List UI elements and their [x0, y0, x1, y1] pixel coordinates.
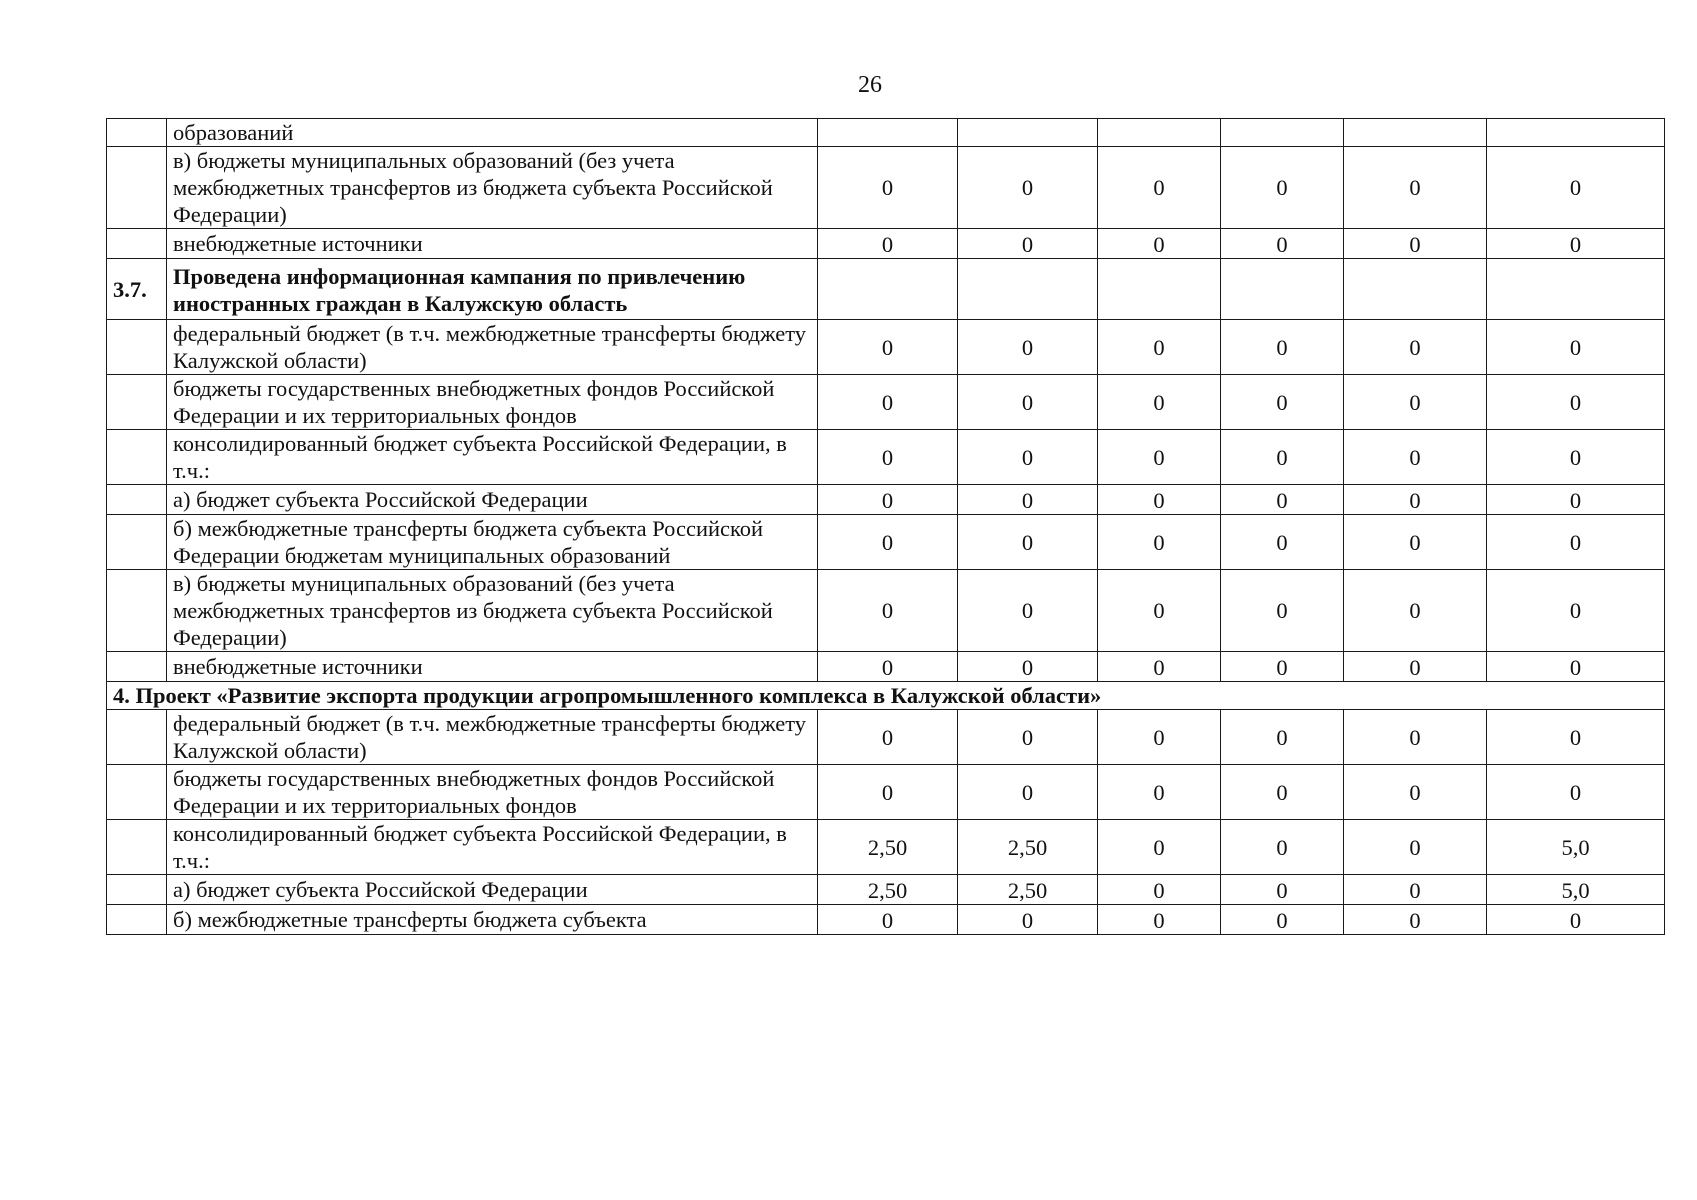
value-cell-3: 0 — [1098, 485, 1221, 515]
row-description: а) бюджет субъекта Российской Федерации — [167, 485, 818, 515]
value-cell-2: 0 — [958, 515, 1098, 570]
value-cell-2: 0 — [958, 320, 1098, 375]
value-cell-4: 0 — [1221, 875, 1344, 905]
table-body — [107, 119, 1665, 935]
value-cell-3: 0 — [1098, 820, 1221, 875]
table-row — [107, 905, 1665, 935]
value-cell-3: 0 — [1098, 147, 1221, 229]
row-number: 3.7. — [107, 259, 167, 320]
row-number — [107, 820, 167, 875]
row-number — [107, 905, 167, 935]
value-cell-6: 0 — [1487, 570, 1665, 652]
value-cell-5: 0 — [1344, 515, 1487, 570]
table-row — [107, 147, 1665, 229]
value-cell-3: 0 — [1098, 765, 1221, 820]
value-cell-1: 0 — [818, 375, 958, 430]
value-cell-2: 2,50 — [958, 875, 1098, 905]
value-cell-1: 0 — [818, 515, 958, 570]
row-description: консолидированный бюджет субъекта Российской Федерации, в т.ч.: — [167, 820, 818, 875]
value-cell-6: 0 — [1487, 485, 1665, 515]
row-description: б) межбюджетные трансферты бюджета субъекта — [167, 905, 818, 935]
row-description: Проведена информационная кампания по привлечению иностранных граждан в Калужскую область — [167, 259, 818, 320]
row-number — [107, 430, 167, 485]
value-cell-4 — [1221, 259, 1344, 320]
value-cell-2 — [958, 259, 1098, 320]
value-cell-3: 0 — [1098, 320, 1221, 375]
row-number — [107, 485, 167, 515]
value-cell-6 — [1487, 119, 1665, 147]
value-cell-4: 0 — [1221, 820, 1344, 875]
value-cell-1: 0 — [818, 229, 958, 259]
value-cell-2: 0 — [958, 570, 1098, 652]
value-cell-2: 0 — [958, 765, 1098, 820]
value-cell-2: 0 — [958, 652, 1098, 682]
table-row — [107, 820, 1665, 875]
value-cell-4: 0 — [1221, 147, 1344, 229]
value-cell-2: 2,50 — [958, 820, 1098, 875]
value-cell-3: 0 — [1098, 875, 1221, 905]
value-cell-2: 0 — [958, 375, 1098, 430]
table-row — [107, 375, 1665, 430]
value-cell-5: 0 — [1344, 375, 1487, 430]
value-cell-3: 0 — [1098, 375, 1221, 430]
value-cell-1: 0 — [818, 485, 958, 515]
table-row — [107, 765, 1665, 820]
value-cell-1: 2,50 — [818, 820, 958, 875]
value-cell-6: 0 — [1487, 147, 1665, 229]
value-cell-1: 0 — [818, 905, 958, 935]
value-cell-5: 0 — [1344, 570, 1487, 652]
row-description: в) бюджеты муниципальных образований (без учета межбюджетных трансфертов из бюджета субъекта Российской Федерации) — [167, 570, 818, 652]
value-cell-1: 0 — [818, 570, 958, 652]
value-cell-1: 0 — [818, 147, 958, 229]
value-cell-5: 0 — [1344, 875, 1487, 905]
value-cell-4: 0 — [1221, 430, 1344, 485]
value-cell-6: 0 — [1487, 229, 1665, 259]
value-cell-1: 2,50 — [818, 875, 958, 905]
value-cell-1: 0 — [818, 652, 958, 682]
value-cell-6: 0 — [1487, 652, 1665, 682]
value-cell-3: 0 — [1098, 905, 1221, 935]
value-cell-3: 0 — [1098, 229, 1221, 259]
value-cell-5: 0 — [1344, 765, 1487, 820]
row-number — [107, 320, 167, 375]
value-cell-5: 0 — [1344, 652, 1487, 682]
value-cell-6: 0 — [1487, 765, 1665, 820]
row-description: федеральный бюджет (в т.ч. межбюджетные трансферты бюджету Калужской области) — [167, 320, 818, 375]
value-cell-5: 0 — [1344, 430, 1487, 485]
value-cell-2: 0 — [958, 430, 1098, 485]
section-heading-row — [107, 259, 1665, 320]
value-cell-1: 0 — [818, 765, 958, 820]
value-cell-4: 0 — [1221, 765, 1344, 820]
value-cell-6: 5,0 — [1487, 820, 1665, 875]
row-description: внебюджетные источники — [167, 229, 818, 259]
value-cell-5: 0 — [1344, 485, 1487, 515]
value-cell-3 — [1098, 259, 1221, 320]
value-cell-4: 0 — [1221, 485, 1344, 515]
value-cell-5: 0 — [1344, 320, 1487, 375]
value-cell-3: 0 — [1098, 430, 1221, 485]
table-row — [107, 119, 1665, 147]
value-cell-6: 0 — [1487, 905, 1665, 935]
row-number — [107, 147, 167, 229]
row-number — [107, 375, 167, 430]
value-cell-5: 0 — [1344, 229, 1487, 259]
value-cell-4: 0 — [1221, 375, 1344, 430]
value-cell-3: 0 — [1098, 652, 1221, 682]
row-description: федеральный бюджет (в т.ч. межбюджетные трансферты бюджету Калужской области) — [167, 710, 818, 765]
table-row — [107, 229, 1665, 259]
value-cell-4: 0 — [1221, 229, 1344, 259]
table-row — [107, 320, 1665, 375]
row-description: бюджеты государственных внебюджетных фондов Российской Федерации и их территориальных фондов — [167, 765, 818, 820]
table-row — [107, 710, 1665, 765]
value-cell-5: 0 — [1344, 905, 1487, 935]
row-description: консолидированный бюджет субъекта Российской Федерации, в т.ч.: — [167, 430, 818, 485]
row-description: образований — [167, 119, 818, 147]
value-cell-6 — [1487, 259, 1665, 320]
value-cell-5 — [1344, 259, 1487, 320]
value-cell-6: 0 — [1487, 710, 1665, 765]
value-cell-4: 0 — [1221, 710, 1344, 765]
row-number — [107, 765, 167, 820]
row-description: в) бюджеты муниципальных образований (без учета межбюджетных трансфертов из бюджета субъекта Российской Федерации) — [167, 147, 818, 229]
value-cell-3: 0 — [1098, 515, 1221, 570]
value-cell-2: 0 — [958, 147, 1098, 229]
row-description: а) бюджет субъекта Российской Федерации — [167, 875, 818, 905]
value-cell-5: 0 — [1344, 147, 1487, 229]
value-cell-2: 0 — [958, 485, 1098, 515]
value-cell-4: 0 — [1221, 570, 1344, 652]
value-cell-5: 0 — [1344, 820, 1487, 875]
row-number — [107, 119, 167, 147]
row-number — [107, 515, 167, 570]
budget-table — [106, 118, 1665, 935]
project-heading-row — [107, 682, 1665, 710]
row-number — [107, 710, 167, 765]
page-number: 26 — [858, 72, 882, 98]
table-row — [107, 515, 1665, 570]
value-cell-4: 0 — [1221, 320, 1344, 375]
row-number — [107, 652, 167, 682]
table-row — [107, 430, 1665, 485]
value-cell-1 — [818, 119, 958, 147]
table-row — [107, 570, 1665, 652]
value-cell-3 — [1098, 119, 1221, 147]
value-cell-4: 0 — [1221, 652, 1344, 682]
value-cell-2: 0 — [958, 710, 1098, 765]
row-description: бюджеты государственных внебюджетных фондов Российской Федерации и их территориальных фондов — [167, 375, 818, 430]
value-cell-6: 0 — [1487, 375, 1665, 430]
value-cell-3: 0 — [1098, 710, 1221, 765]
value-cell-4: 0 — [1221, 515, 1344, 570]
value-cell-5 — [1344, 119, 1487, 147]
value-cell-1: 0 — [818, 710, 958, 765]
row-number — [107, 229, 167, 259]
value-cell-1: 0 — [818, 320, 958, 375]
value-cell-6: 0 — [1487, 430, 1665, 485]
value-cell-6: 5,0 — [1487, 875, 1665, 905]
value-cell-4 — [1221, 119, 1344, 147]
value-cell-6: 0 — [1487, 320, 1665, 375]
value-cell-6: 0 — [1487, 515, 1665, 570]
value-cell-1 — [818, 259, 958, 320]
value-cell-4: 0 — [1221, 905, 1344, 935]
table-row — [107, 652, 1665, 682]
project-title: 4. Проект «Развитие экспорта продукции агропромышленного комплекса в Калужской области» — [107, 682, 1665, 710]
table-row — [107, 485, 1665, 515]
value-cell-3: 0 — [1098, 570, 1221, 652]
row-description: внебюджетные источники — [167, 652, 818, 682]
value-cell-5: 0 — [1344, 710, 1487, 765]
value-cell-1: 0 — [818, 430, 958, 485]
value-cell-2 — [958, 119, 1098, 147]
value-cell-2: 0 — [958, 229, 1098, 259]
table-row — [107, 875, 1665, 905]
row-number — [107, 875, 167, 905]
value-cell-2: 0 — [958, 905, 1098, 935]
row-description: б) межбюджетные трансферты бюджета субъекта Российской Федерации бюджетам муниципальных образований — [167, 515, 818, 570]
row-number — [107, 570, 167, 652]
